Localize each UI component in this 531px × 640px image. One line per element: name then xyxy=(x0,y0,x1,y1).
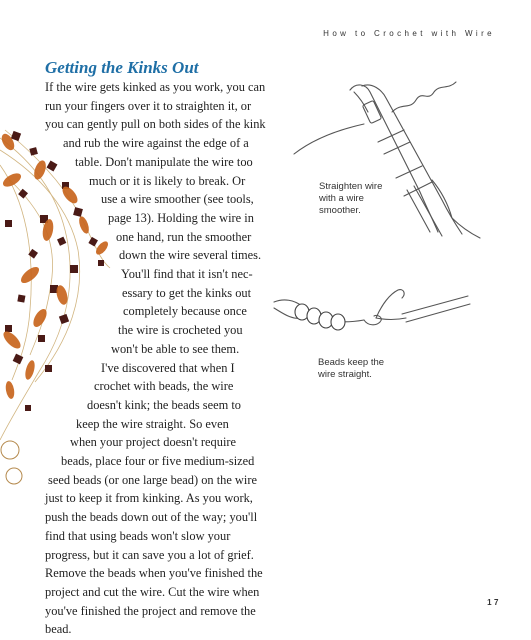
body-line: essary to get the kinks out xyxy=(122,285,252,300)
body-line: progress, but it can save you a lot of grief. xyxy=(45,547,254,562)
running-head: How to Crochet with Wire xyxy=(323,29,495,38)
body-line: use a wire smoother (see tools, xyxy=(101,192,254,207)
caption-line: Straighten wire xyxy=(319,181,383,192)
body-line: much or it is likely to break. Or xyxy=(89,173,246,188)
body-line: bead. xyxy=(45,622,72,637)
body-line: Remove the beads when you've finished the xyxy=(45,566,263,581)
body-line: when your project doesn't require xyxy=(70,435,237,450)
body-line: seed beads (or one large bead) on the wire xyxy=(48,472,257,487)
body-line: find that using beads won't slow your xyxy=(45,528,231,543)
body-line: keep the wire straight. So even xyxy=(76,416,229,431)
body-line: You'll find that it isn't nec- xyxy=(121,267,253,281)
caption-smoother xyxy=(319,181,409,217)
page-number: 17 xyxy=(487,598,501,607)
caption-beads xyxy=(318,357,408,381)
body-line: down the wire several times. xyxy=(119,248,262,263)
body-line: one hand, run the smoother xyxy=(116,229,252,244)
body-line: I've discovered that when I xyxy=(101,360,235,375)
body-line: you can gently pull on both sides of the kink xyxy=(45,117,266,132)
caption-line: with a wire xyxy=(319,193,364,204)
body-line: and rub the wire against the edge of a xyxy=(63,136,249,151)
caption-line: wire straight. xyxy=(318,369,372,380)
body-line: table. Don't manipulate the wire too xyxy=(75,154,253,169)
body-line: project and cut the wire. Cut the wire when xyxy=(45,584,260,599)
section-title: Getting the Kinks Out xyxy=(45,58,199,77)
body-line: the wire is crocheted you xyxy=(118,323,243,338)
beads-on-hook-illustration xyxy=(272,280,472,350)
body-line: push the beads down out of the way; you'll xyxy=(45,510,258,525)
caption-line: Beads keep the xyxy=(318,357,385,368)
caption-line: smoother. xyxy=(319,205,361,216)
body-line: completely because once xyxy=(123,304,247,319)
body-line: you've finished the project and remove the xyxy=(45,603,256,618)
body-line: crochet with beads, the wire xyxy=(94,379,234,394)
body-line: page 13). Holding the wire in xyxy=(108,210,254,225)
body-line: won't be able to see them. xyxy=(111,341,240,356)
body-line: run your fingers over it to straighten it, or xyxy=(45,98,252,113)
body-line: just to keep it from kinking. As you work, xyxy=(45,491,253,506)
body-line: If the wire gets kinked as you work, you can xyxy=(45,80,266,94)
body-line: doesn't kink; the beads seem to xyxy=(87,397,241,412)
body-line: beads, place four or five medium-sized xyxy=(61,454,255,468)
